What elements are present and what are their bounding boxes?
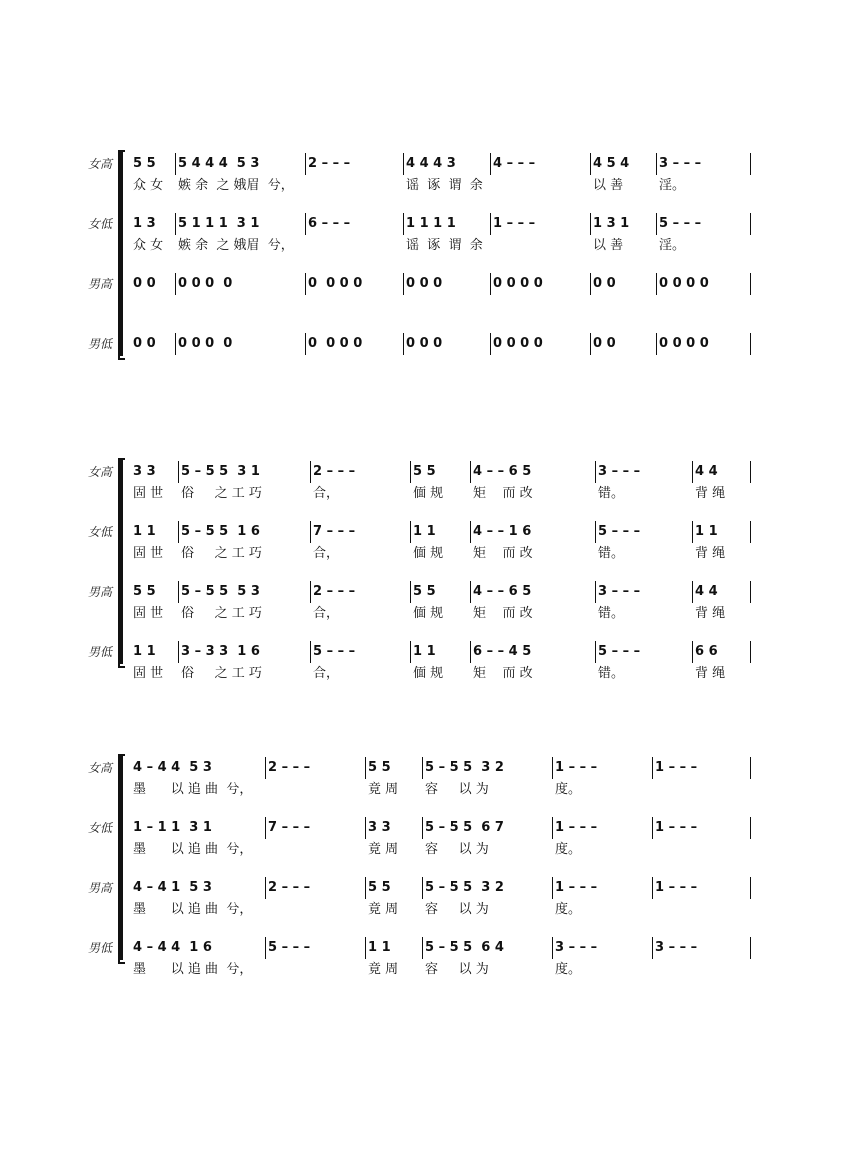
measure-notes: 3 – – – — [655, 940, 698, 955]
measure-notes: 1 – 1 1 3 1 — [133, 820, 212, 835]
barline — [750, 877, 751, 899]
barline — [470, 641, 471, 663]
lyric-text: 固 世 — [133, 606, 164, 621]
barline — [178, 641, 179, 663]
lyric-text: 度。 — [555, 962, 582, 977]
part-label: 男低 — [87, 337, 112, 351]
barline — [750, 273, 751, 295]
barline — [652, 877, 653, 899]
measure-notes: 3 – – – — [598, 584, 641, 599]
measure-notes: 1 3 — [133, 216, 156, 231]
barline — [422, 937, 423, 959]
measure-notes: 5 – – – — [268, 940, 311, 955]
lyric-text: 背 绳 — [695, 606, 726, 621]
barline — [310, 581, 311, 603]
barline — [470, 521, 471, 543]
lyric-text: 固 世 — [133, 486, 164, 501]
lyric-text: 背 绳 — [695, 486, 726, 501]
measure-notes: 3 – 3 3 1 6 — [181, 644, 260, 659]
measure-notes: 2 – – – — [313, 584, 356, 599]
barline — [595, 521, 596, 543]
barline — [490, 153, 491, 175]
lyric-text: 固 世 — [133, 666, 164, 681]
barline — [305, 213, 306, 235]
measure-notes: 5 – 5 5 6 4 — [425, 940, 504, 955]
measure-notes: 0 0 0 0 — [493, 276, 543, 291]
barline — [422, 817, 423, 839]
barline — [310, 461, 311, 483]
measure-notes: 1 – – – — [555, 760, 598, 775]
barline — [552, 817, 553, 839]
measure-notes: 0 0 0 0 — [659, 336, 709, 351]
lyric-row — [0, 236, 864, 256]
lyric-row — [0, 544, 864, 564]
measure-notes: 1 1 — [695, 524, 718, 539]
barline — [750, 757, 751, 779]
barline — [595, 461, 596, 483]
lyric-text: 错。 — [598, 606, 625, 621]
measure-notes: 4 – – 1 6 — [473, 524, 532, 539]
measure-notes: 6 6 — [695, 644, 718, 659]
lyric-text: 背 绳 — [695, 546, 726, 561]
staff-row — [0, 756, 864, 780]
measure-notes: 0 0 0 0 — [659, 276, 709, 291]
measure-notes: 4 – – 6 5 — [473, 464, 532, 479]
lyric-text: 俗 之 工 巧 — [181, 546, 262, 561]
lyric-text: 合， — [313, 486, 340, 501]
part-label: 女高 — [87, 761, 112, 775]
barline — [490, 333, 491, 355]
lyric-text: 错。 — [598, 666, 625, 681]
measure-notes: 5 5 — [368, 880, 391, 895]
measure-notes: 0 0 0 0 — [178, 276, 233, 291]
barline — [305, 153, 306, 175]
measure-notes: 1 – – – — [555, 880, 598, 895]
barline — [692, 521, 693, 543]
lyric-text: 错。 — [598, 486, 625, 501]
barline — [470, 461, 471, 483]
barline — [265, 757, 266, 779]
measure-notes: 5 5 — [133, 584, 156, 599]
measure-notes: 5 – – – — [598, 524, 641, 539]
lyric-text: 众 女 — [133, 178, 164, 193]
measure-notes: 0 0 0 0 — [308, 276, 363, 291]
measure-notes: 1 1 — [133, 644, 156, 659]
lyric-text: 合， — [313, 666, 340, 681]
measure-notes: 0 0 — [593, 276, 616, 291]
lyric-text: 墨 以 追 曲 兮， — [133, 902, 253, 917]
barline — [175, 273, 176, 295]
measure-notes: 1 1 — [368, 940, 391, 955]
lyric-text: 竟 周 — [368, 902, 399, 917]
staff-row — [0, 460, 864, 484]
lyric-text: 以 善 — [593, 178, 624, 193]
part-label: 男高 — [87, 277, 112, 291]
lyric-text: 偭 规 — [413, 666, 444, 681]
measure-notes: 5 – – – — [598, 644, 641, 659]
measure-notes: 0 0 0 — [406, 336, 443, 351]
staff-row — [0, 816, 864, 840]
lyric-text: 竟 周 — [368, 962, 399, 977]
measure-notes: 1 1 — [413, 524, 436, 539]
staff-row — [0, 640, 864, 664]
staff-row — [0, 332, 864, 356]
measure-notes: 5 5 — [133, 156, 156, 171]
lyric-text: 淫。 — [659, 178, 686, 193]
measure-notes: 5 – 5 5 3 1 — [181, 464, 260, 479]
lyric-row — [0, 664, 864, 684]
measure-notes: 4 4 — [695, 584, 718, 599]
measure-notes: 5 5 — [413, 584, 436, 599]
barline — [422, 877, 423, 899]
part-label: 女高 — [87, 465, 112, 479]
lyric-text: 合， — [313, 606, 340, 621]
barline — [652, 817, 653, 839]
barline — [692, 641, 693, 663]
measure-notes: 5 1 1 1 3 1 — [178, 216, 260, 231]
lyric-text: 容 以 为 — [425, 902, 489, 917]
measure-notes: 1 – – – — [655, 820, 698, 835]
barline — [305, 273, 306, 295]
measure-notes: 0 0 0 0 — [178, 336, 233, 351]
lyric-text: 度。 — [555, 902, 582, 917]
barline — [552, 937, 553, 959]
measure-notes: 3 – – – — [659, 156, 702, 171]
measure-notes: 7 – – – — [313, 524, 356, 539]
barline — [410, 521, 411, 543]
measure-notes: 0 0 0 0 — [493, 336, 543, 351]
barline — [590, 333, 591, 355]
barline — [750, 461, 751, 483]
part-label: 女高 — [87, 157, 112, 171]
measure-notes: 5 – – – — [659, 216, 702, 231]
lyric-text: 矩 而 改 — [473, 546, 533, 561]
measure-notes: 5 – 5 5 1 6 — [181, 524, 260, 539]
barline — [403, 213, 404, 235]
barline — [656, 153, 657, 175]
measure-notes: 2 – – – — [268, 880, 311, 895]
barline — [750, 153, 751, 175]
lyric-text: 众 女 — [133, 238, 164, 253]
part-label: 男高 — [87, 881, 112, 895]
staff-row — [0, 520, 864, 544]
measure-notes: 2 – – – — [308, 156, 351, 171]
measure-notes: 5 – – – — [313, 644, 356, 659]
lyric-text: 偭 规 — [413, 606, 444, 621]
lyric-text: 墨 以 追 曲 兮， — [133, 962, 253, 977]
barline — [365, 817, 366, 839]
barline — [750, 333, 751, 355]
lyric-text: 背 绳 — [695, 666, 726, 681]
measure-notes: 1 3 1 — [593, 216, 630, 231]
measure-notes: 0 0 — [133, 276, 156, 291]
part-label: 男低 — [87, 645, 112, 659]
lyric-text: 固 世 — [133, 546, 164, 561]
barline — [410, 461, 411, 483]
barline — [422, 757, 423, 779]
lyric-text: 嫉 余 之 娥眉 兮， — [178, 238, 294, 253]
lyric-text: 嫉 余 之 娥眉 兮， — [178, 178, 294, 193]
lyric-text: 合， — [313, 546, 340, 561]
measure-notes: 3 – – – — [598, 464, 641, 479]
barline — [403, 153, 404, 175]
barline — [365, 877, 366, 899]
measure-notes: 1 – – – — [555, 820, 598, 835]
barline — [490, 213, 491, 235]
barline — [750, 581, 751, 603]
staff-row — [0, 580, 864, 604]
barline — [178, 581, 179, 603]
lyric-row — [0, 604, 864, 624]
measure-notes: 4 4 4 3 — [406, 156, 456, 171]
barline — [692, 581, 693, 603]
measure-notes: 4 – 4 4 1 6 — [133, 940, 212, 955]
measure-notes: 5 5 — [413, 464, 436, 479]
lyric-text: 竟 周 — [368, 842, 399, 857]
barline — [750, 641, 751, 663]
measure-notes: 3 3 — [133, 464, 156, 479]
measure-notes: 0 0 — [593, 336, 616, 351]
lyric-text: 俗 之 工 巧 — [181, 606, 262, 621]
measure-notes: 6 – – – — [308, 216, 351, 231]
lyric-text: 竟 周 — [368, 782, 399, 797]
measure-notes: 1 – – – — [493, 216, 536, 231]
barline — [265, 937, 266, 959]
measure-notes: 5 4 4 4 5 3 — [178, 156, 260, 171]
measure-notes: 5 5 — [368, 760, 391, 775]
barline — [590, 153, 591, 175]
measure-notes: 3 3 — [368, 820, 391, 835]
lyric-text: 谣 诼 谓 余 — [406, 178, 483, 193]
barline — [365, 937, 366, 959]
barline — [552, 877, 553, 899]
measure-notes: 1 – – – — [655, 880, 698, 895]
barline — [750, 937, 751, 959]
lyric-row — [0, 484, 864, 504]
lyric-row — [0, 176, 864, 196]
measure-notes: 5 – 5 5 3 2 — [425, 880, 504, 895]
lyric-text: 错。 — [598, 546, 625, 561]
measure-notes: 2 – – – — [268, 760, 311, 775]
lyric-text: 矩 而 改 — [473, 606, 533, 621]
barline — [365, 757, 366, 779]
staff-row — [0, 876, 864, 900]
lyric-row — [0, 780, 864, 800]
measure-notes: 3 – – – — [555, 940, 598, 955]
barline — [656, 273, 657, 295]
barline — [595, 641, 596, 663]
barline — [692, 461, 693, 483]
barline — [590, 273, 591, 295]
barline — [410, 581, 411, 603]
barline — [595, 581, 596, 603]
measure-notes: 2 – – – — [313, 464, 356, 479]
barline — [403, 273, 404, 295]
measure-notes: 0 0 — [133, 336, 156, 351]
barline — [552, 757, 553, 779]
lyric-text: 度。 — [555, 782, 582, 797]
lyric-text: 度。 — [555, 842, 582, 857]
barline — [175, 153, 176, 175]
lyric-text: 偭 规 — [413, 546, 444, 561]
measure-notes: 4 – 4 1 5 3 — [133, 880, 212, 895]
barline — [310, 641, 311, 663]
measure-notes: 4 4 — [695, 464, 718, 479]
part-label: 男低 — [87, 941, 112, 955]
measure-notes: 5 – 5 5 3 2 — [425, 760, 504, 775]
barline — [750, 817, 751, 839]
lyric-row — [0, 960, 864, 980]
barline — [178, 521, 179, 543]
lyric-text: 谣 诼 谓 余 — [406, 238, 483, 253]
barline — [470, 581, 471, 603]
barline — [490, 273, 491, 295]
barline — [310, 521, 311, 543]
lyric-text: 淫。 — [659, 238, 686, 253]
barline — [178, 461, 179, 483]
measure-notes: 1 – – – — [655, 760, 698, 775]
measure-notes: 7 – – – — [268, 820, 311, 835]
measure-notes: 5 – 5 5 5 3 — [181, 584, 260, 599]
lyric-text: 矩 而 改 — [473, 486, 533, 501]
part-label: 女低 — [87, 821, 112, 835]
measure-notes: 4 – – – — [493, 156, 536, 171]
barline — [175, 333, 176, 355]
part-label: 女低 — [87, 525, 112, 539]
barline — [750, 521, 751, 543]
barline — [656, 333, 657, 355]
part-label: 女低 — [87, 217, 112, 231]
measure-notes: 5 – 5 5 6 7 — [425, 820, 504, 835]
measure-notes: 0 0 0 0 — [308, 336, 363, 351]
staff-row — [0, 272, 864, 296]
barline — [175, 213, 176, 235]
measure-notes: 0 0 0 — [406, 276, 443, 291]
staff-row — [0, 152, 864, 176]
lyric-text: 容 以 为 — [425, 962, 489, 977]
lyric-row — [0, 840, 864, 860]
lyric-text: 墨 以 追 曲 兮， — [133, 782, 253, 797]
measure-notes: 4 – 4 4 5 3 — [133, 760, 212, 775]
barline — [403, 333, 404, 355]
part-label: 男高 — [87, 585, 112, 599]
lyric-text: 俗 之 工 巧 — [181, 486, 262, 501]
barline — [590, 213, 591, 235]
lyric-text: 容 以 为 — [425, 782, 489, 797]
measure-notes: 4 5 4 — [593, 156, 630, 171]
measure-notes: 1 1 1 1 — [406, 216, 456, 231]
staff-row — [0, 936, 864, 960]
measure-notes: 1 1 — [413, 644, 436, 659]
barline — [750, 213, 751, 235]
lyric-text: 以 善 — [593, 238, 624, 253]
lyric-text: 矩 而 改 — [473, 666, 533, 681]
barline — [305, 333, 306, 355]
barline — [265, 877, 266, 899]
measure-notes: 4 – – 6 5 — [473, 584, 532, 599]
lyric-text: 墨 以 追 曲 兮， — [133, 842, 253, 857]
measure-notes: 6 – – 4 5 — [473, 644, 532, 659]
barline — [652, 757, 653, 779]
barline — [652, 937, 653, 959]
lyric-text: 俗 之 工 巧 — [181, 666, 262, 681]
lyric-row — [0, 900, 864, 920]
measure-notes: 1 1 — [133, 524, 156, 539]
lyric-text: 容 以 为 — [425, 842, 489, 857]
barline — [265, 817, 266, 839]
lyric-text: 偭 规 — [413, 486, 444, 501]
barline — [410, 641, 411, 663]
barline — [656, 213, 657, 235]
staff-row — [0, 212, 864, 236]
